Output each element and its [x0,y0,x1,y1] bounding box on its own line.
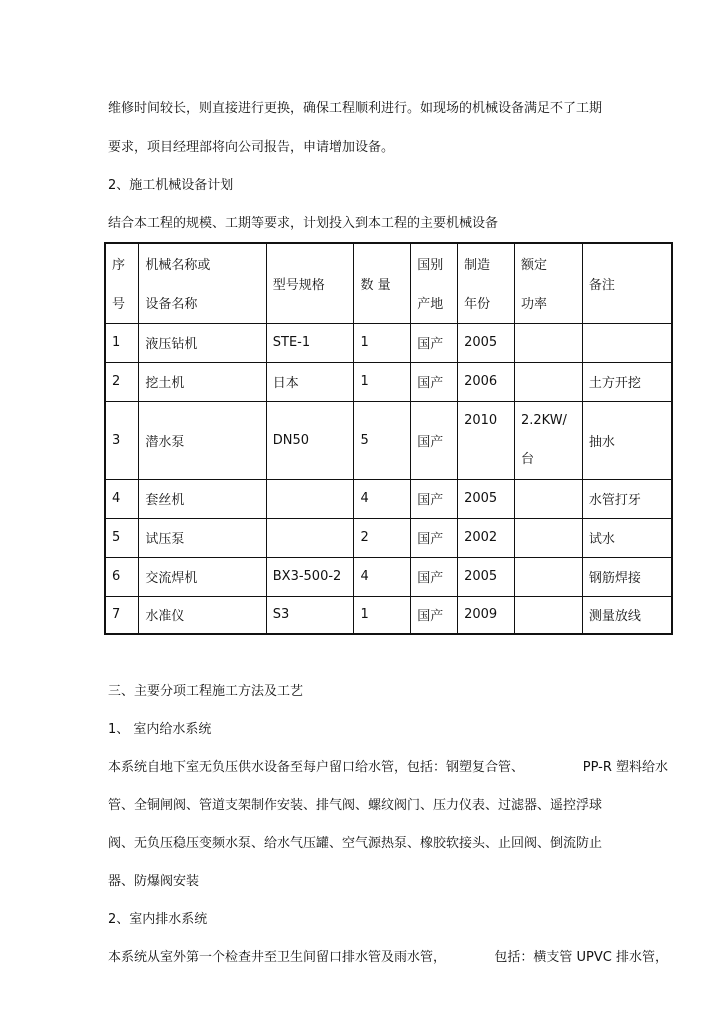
table-row: 3 潜水泵 DN50 5 国产 2010 2.2KW/ 台 抽水 [105,401,672,479]
section-3-title: 三、主要分项工程施工方法及工艺 [108,684,304,699]
header-power: 额定 功率 [514,243,582,323]
header-name: 机械名称或 设备名称 [139,243,266,323]
equipment-table [104,242,673,635]
table-row: 7 水准仪 S3 1 国产 2009 测量放线 [105,596,672,634]
table-header-row [105,243,672,323]
subsection-1-title: 1、 室内给水系统 [108,722,212,737]
section-2-title: 2、施工机械设备计划 [108,178,234,193]
header-model: 型号规格 [266,243,354,323]
table-row: 4 套丝机 4 国产 2005 水管打牙 [105,479,672,518]
header-note: 备注 [582,243,672,323]
intro-line-1: 维修时间较长，则直接进行更换，确保工程顺利进行。如现场的机械设备满足不了工期 [108,101,603,116]
subsection-1-paragraph-line-4: 器、防爆阀安装 [108,874,200,889]
subsection-1-paragraph-line-1: 本系统自地下室无负压供水设备至每户留口给水管，包括：钢塑复合管、 PP-R 塑料给水 [108,760,668,775]
subsection-1-paragraph-line-2: 管、全铜闸阀、管道支架制作安装、排气阀、螺纹阀门、压力仪表、过滤器、遥控浮球 [108,798,603,813]
table-row: 5 试压泵 2 国产 2002 试水 [105,518,672,557]
header-year: 制造 年份 [458,243,515,323]
header-origin: 国别 产地 [411,243,458,323]
table-row: 2 挖土机 日本 1 国产 2006 土方开挖 [105,362,672,401]
subsection-2-paragraph-line-1: 本系统从室外第一个检查井至卫生间留口排水管及雨水管， 包括：横支管 UPVC 排水管， [108,950,668,965]
header-qty: 数 量 [354,243,411,323]
intro-line-2: 要求，项目经理部将向公司报告，申请增加设备。 [108,140,395,155]
table-row: 6 交流焊机 BX3-500-2 4 国产 2005 钢筋焊接 [105,557,672,596]
power-cell: 2.2KW/ 台 [514,401,582,479]
section-2-lead: 结合本工程的规模、工期等要求，计划投入到本工程的主要机械设备 [108,216,499,231]
subsection-1-paragraph-line-3: 阀、无负压稳压变频水泵、给水气压罐、空气源热泵、橡胶软接头、止回阀、倒流防止 [108,836,603,851]
header-seq: 序 号 [105,243,139,323]
subsection-2-title: 2、室内排水系统 [108,912,208,927]
table-row: 1 液压钻机 STE-1 1 国产 2005 [105,323,672,362]
